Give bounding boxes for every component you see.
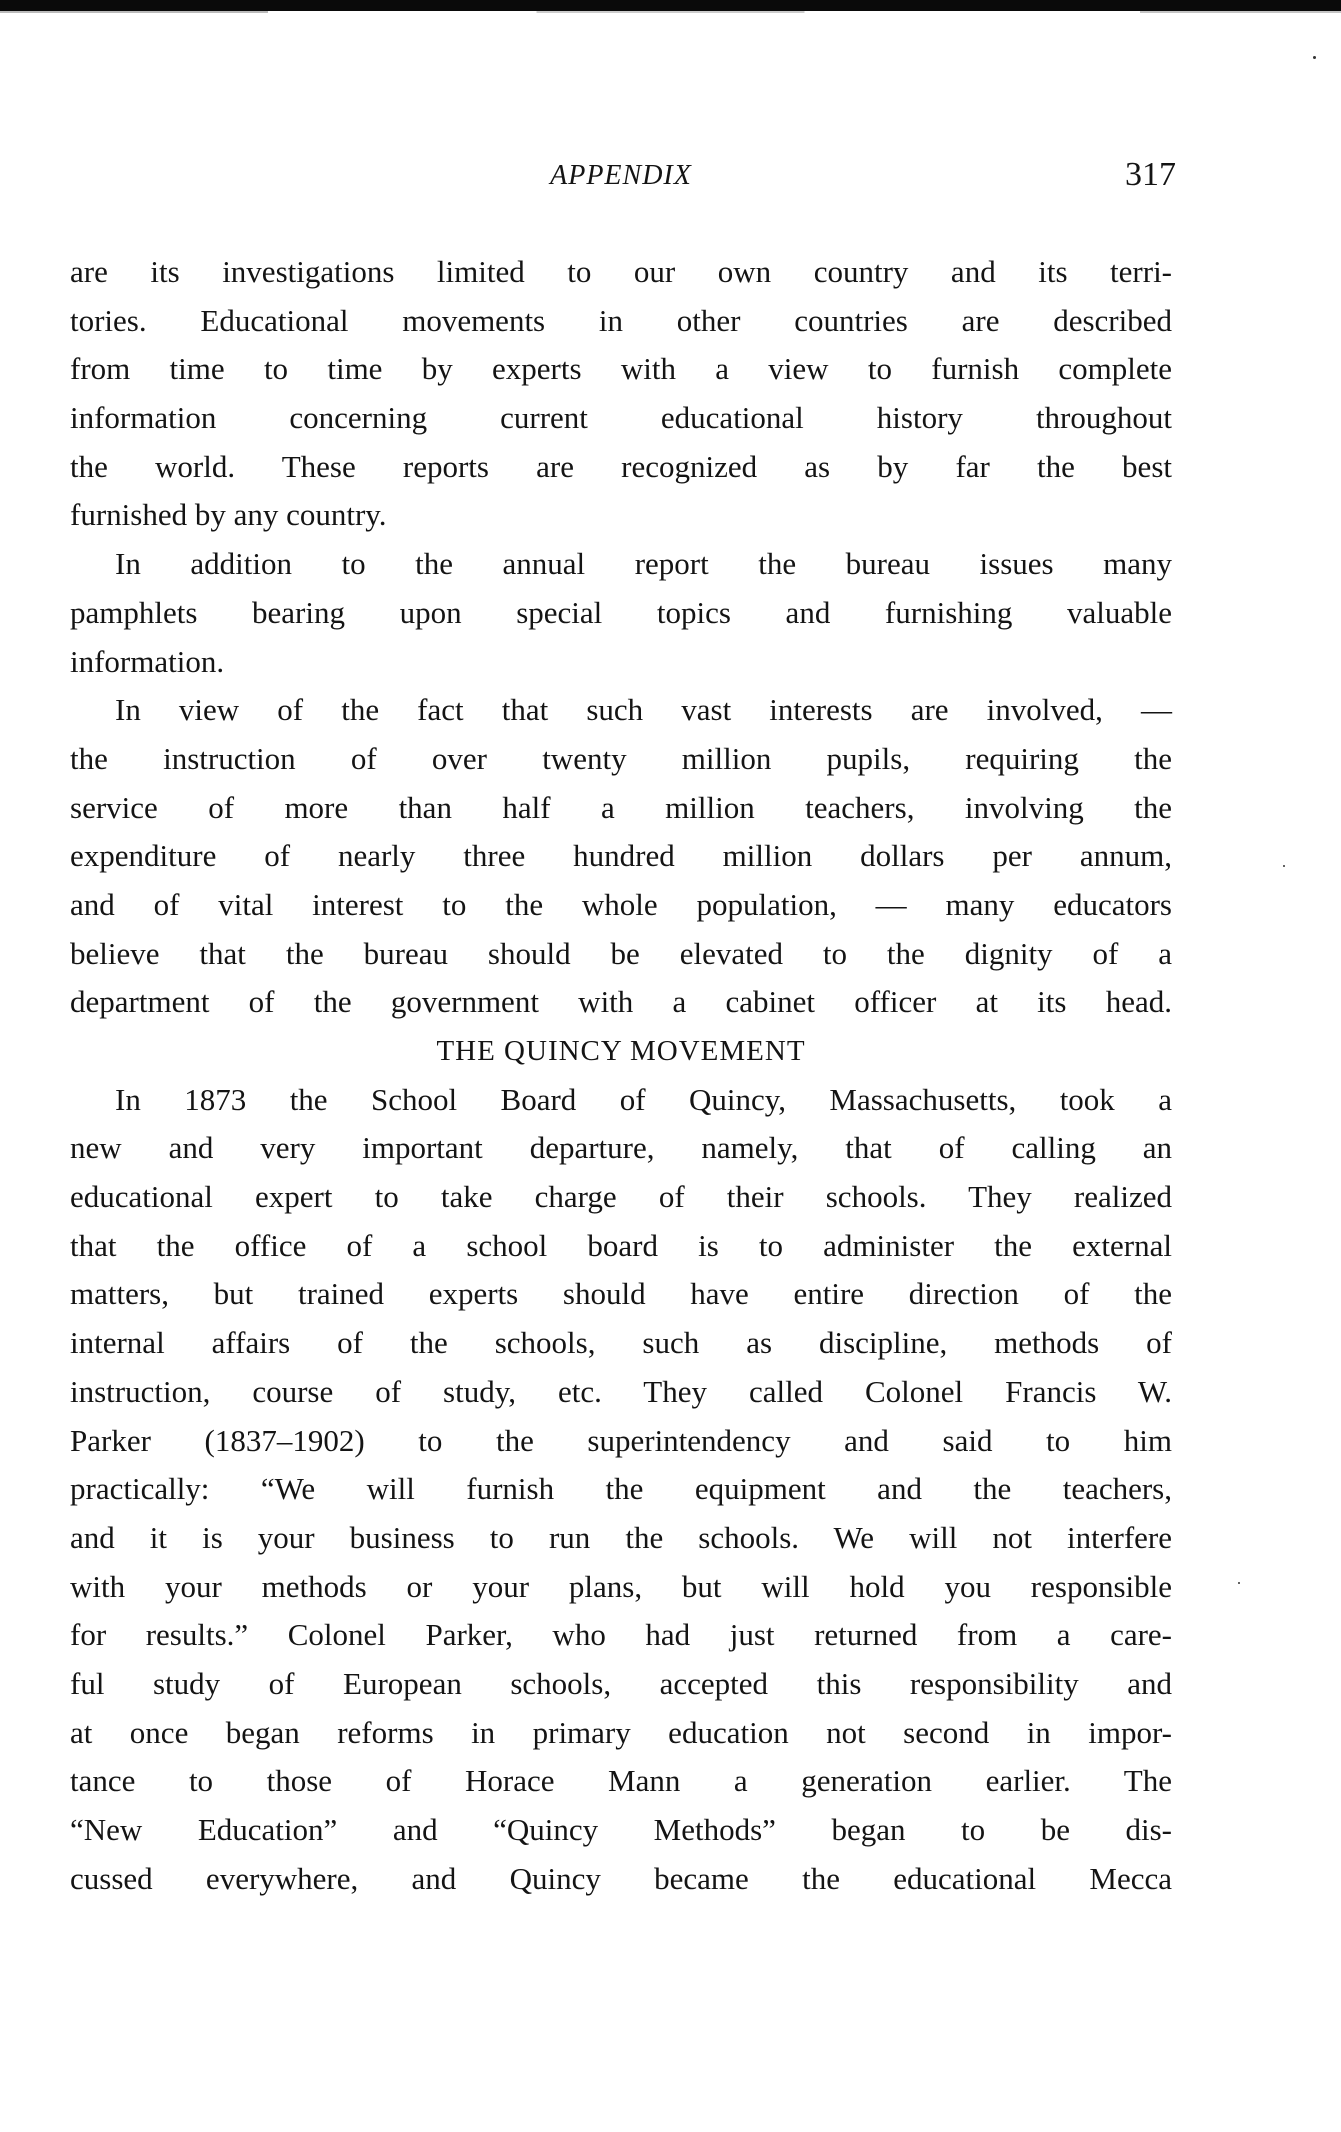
text-line: cussed everywhere, and Quincy became the educational Mecca [70, 1860, 1172, 1896]
text-line: with your methods or your plans, but will hold you responsible [70, 1568, 1172, 1604]
text-line: furnished by any country. [70, 497, 387, 533]
text-line: Parker (1837–1902) to the superintendency and said to him [70, 1422, 1172, 1458]
text-line: instruction, course of study, etc. They called Colonel Francis W. [70, 1373, 1172, 1409]
text-line: tance to those of Horace Mann a generation earlier. The [70, 1763, 1172, 1799]
text-line: “New Education” and “Quincy Methods” began to be dis- [70, 1812, 1172, 1847]
text-line: and of vital interest to the whole population, — many educators [70, 886, 1172, 922]
text-line: practically: “We will furnish the equipment and the teachers, [70, 1471, 1172, 1507]
text-line: tories. Educational movements in other countries are described [70, 302, 1172, 338]
text-line: at once began reforms in primary education not second in impor- [70, 1714, 1172, 1750]
text-line: are its investigations limited to our own country and its terri- [70, 254, 1172, 289]
page-number: 317 [1125, 156, 1176, 193]
scan-speck [1238, 1582, 1240, 1584]
text-line: department of the government with a cabinet officer at its head. [70, 984, 1172, 1020]
paragraph-continuation [70, 248, 1172, 540]
scan-border-edge [0, 11, 1341, 13]
text-line: ful study of European schools, accepted this responsibility and [70, 1665, 1172, 1701]
scan-top-border [0, 0, 1341, 11]
scan-speck [1313, 56, 1316, 59]
paragraph-quincy [70, 1076, 1172, 1904]
text-line: In addition to the annual report the bureau issues many [115, 546, 1172, 582]
text-line: that the office of a school board is to administer the external [70, 1227, 1172, 1263]
text-line: matters, but trained experts should have entire direction of the [70, 1276, 1172, 1312]
text-line: believe that the bureau should be elevated to the dignity of a [70, 935, 1172, 971]
text-line: new and very important departure, namely, that of calling an [70, 1130, 1172, 1166]
text-line: pamphlets bearing upon special topics and furnishing valuable [70, 594, 1172, 630]
running-title: APPENDIX [550, 160, 692, 191]
text-line: information. [70, 643, 225, 679]
text-line: In 1873 the School Board of Quincy, Massachusetts, took a [115, 1081, 1172, 1117]
text-line: educational expert to take charge of their schools. They realized [70, 1179, 1172, 1215]
text-line: for results.” Colonel Parker, who had just returned from a care- [70, 1617, 1172, 1653]
text-line: from time to time by experts with a view to furnish complete [70, 351, 1172, 387]
section-heading: THE QUINCY MOVEMENT [436, 1035, 806, 1067]
running-head [70, 156, 1176, 196]
text-line: information concerning current educational history throughout [70, 400, 1172, 436]
text-line: the instruction of over twenty million pupils, requiring the [70, 740, 1172, 776]
text-line: and it is your business to run the schools. We will not interfere [70, 1519, 1172, 1555]
text-line: In view of the fact that such vast interests are involved, — [115, 692, 1172, 728]
paragraph-annual-report [70, 540, 1172, 686]
text-line: internal affairs of the schools, such as discipline, methods of [70, 1325, 1172, 1361]
text-line: expenditure of nearly three hundred million dollars per annum, [70, 838, 1172, 874]
text-line: the world. These reports are recognized as by far the best [70, 448, 1172, 484]
text-line: service of more than half a million teachers, involving the [70, 789, 1172, 825]
scan-speck [1283, 865, 1285, 867]
page-body [70, 248, 1172, 1903]
paragraph-vast-interests [70, 686, 1172, 1027]
